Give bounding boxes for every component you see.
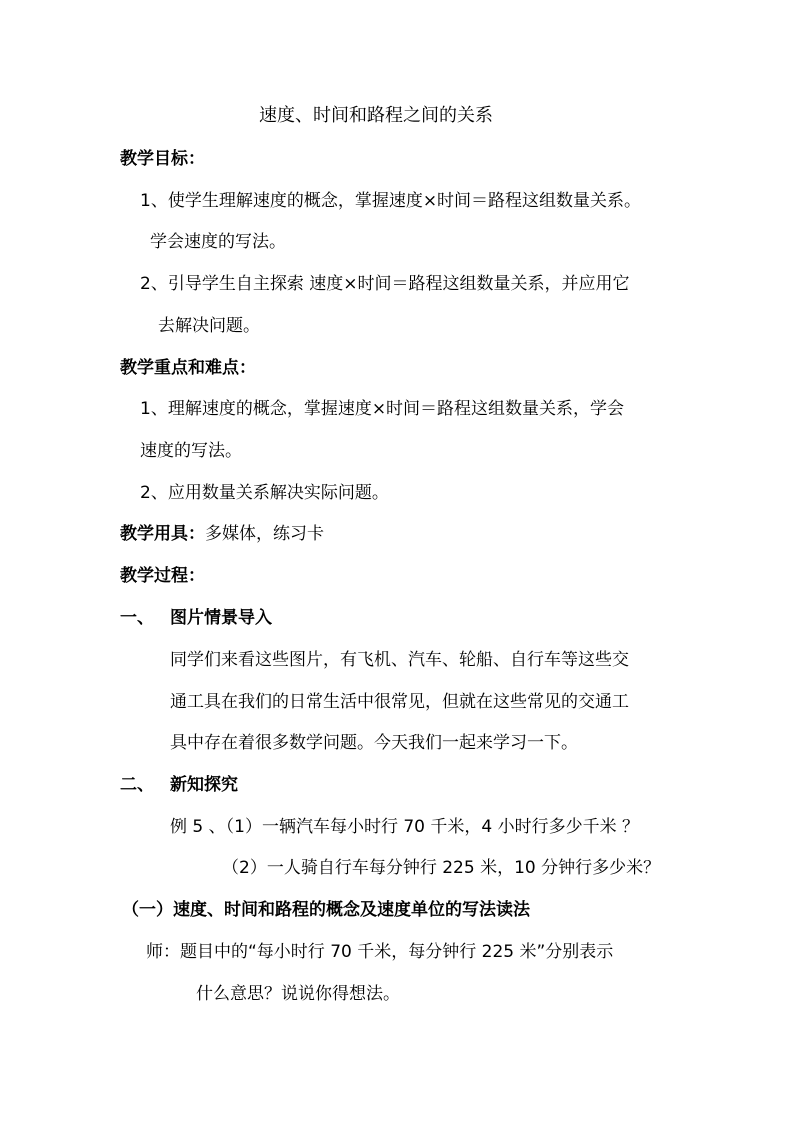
key-point-2: 2、应用数量关系解决实际问题。 [140, 483, 389, 503]
goal-item-2-line-2: 去解决问题。 [158, 316, 260, 336]
goals-heading: 教学目标： [120, 149, 205, 169]
key-points-heading: 教学重点和难点： [120, 358, 256, 378]
tools-heading: 教学用具： [120, 524, 205, 544]
goal-item-2-line-1: 2、引导学生自主探索 速度×时间＝路程这组数量关系，并应用它 [140, 274, 630, 294]
part1-paragraph-line-2: 通工具在我们的日常生活中很常见，但就在这些常见的交通工 [170, 692, 629, 712]
goal-item-1-line-2: 学会速度的写法。 [150, 232, 286, 252]
part2-title: 新知探究 [170, 775, 238, 795]
page-title: 速度、时间和路程之间的关系 [259, 105, 493, 126]
key-point-1-line-2: 速度的写法。 [140, 441, 242, 461]
tools-line [120, 523, 324, 545]
subsection-heading: （一）速度、时间和路程的概念及速度单位的写法读法 [122, 900, 530, 920]
tools-text: 多媒体，练习卡 [205, 524, 324, 544]
process-heading: 教学过程： [120, 566, 205, 586]
example-2: （2）一人骑自行车每分钟行 225 米，10 分钟行多少米？ [222, 858, 661, 878]
part1-number: 一、 [120, 608, 154, 628]
part1-paragraph-line-1: 同学们来看这些图片，有飞机、汽车、轮船、自行车等这些交 [170, 650, 629, 670]
goal-item-1-line-1: 1、使学生理解速度的概念，掌握速度×时间＝路程这组数量关系。 [140, 191, 642, 211]
part1-paragraph-line-3: 具中存在着很多数学问题。今天我们一起来学习一下。 [170, 733, 578, 753]
teacher-question-line-1: 师：题目中的“每小时行 70 千米，每分钟行 225 米”分别表示 [146, 942, 614, 962]
teacher-question-line-2: 什么意思？说说你得想法。 [196, 984, 400, 1004]
key-point-1-line-1: 1、理解速度的概念，掌握速度×时间＝路程这组数量关系，学会 [140, 399, 625, 419]
part1-title: 图片情景导入 [170, 608, 272, 628]
part2-number: 二、 [120, 775, 154, 795]
example-1: 例 5 、（1）一辆汽车每小时行 70 千米，4 小时行多少千米 ？ [170, 817, 640, 837]
